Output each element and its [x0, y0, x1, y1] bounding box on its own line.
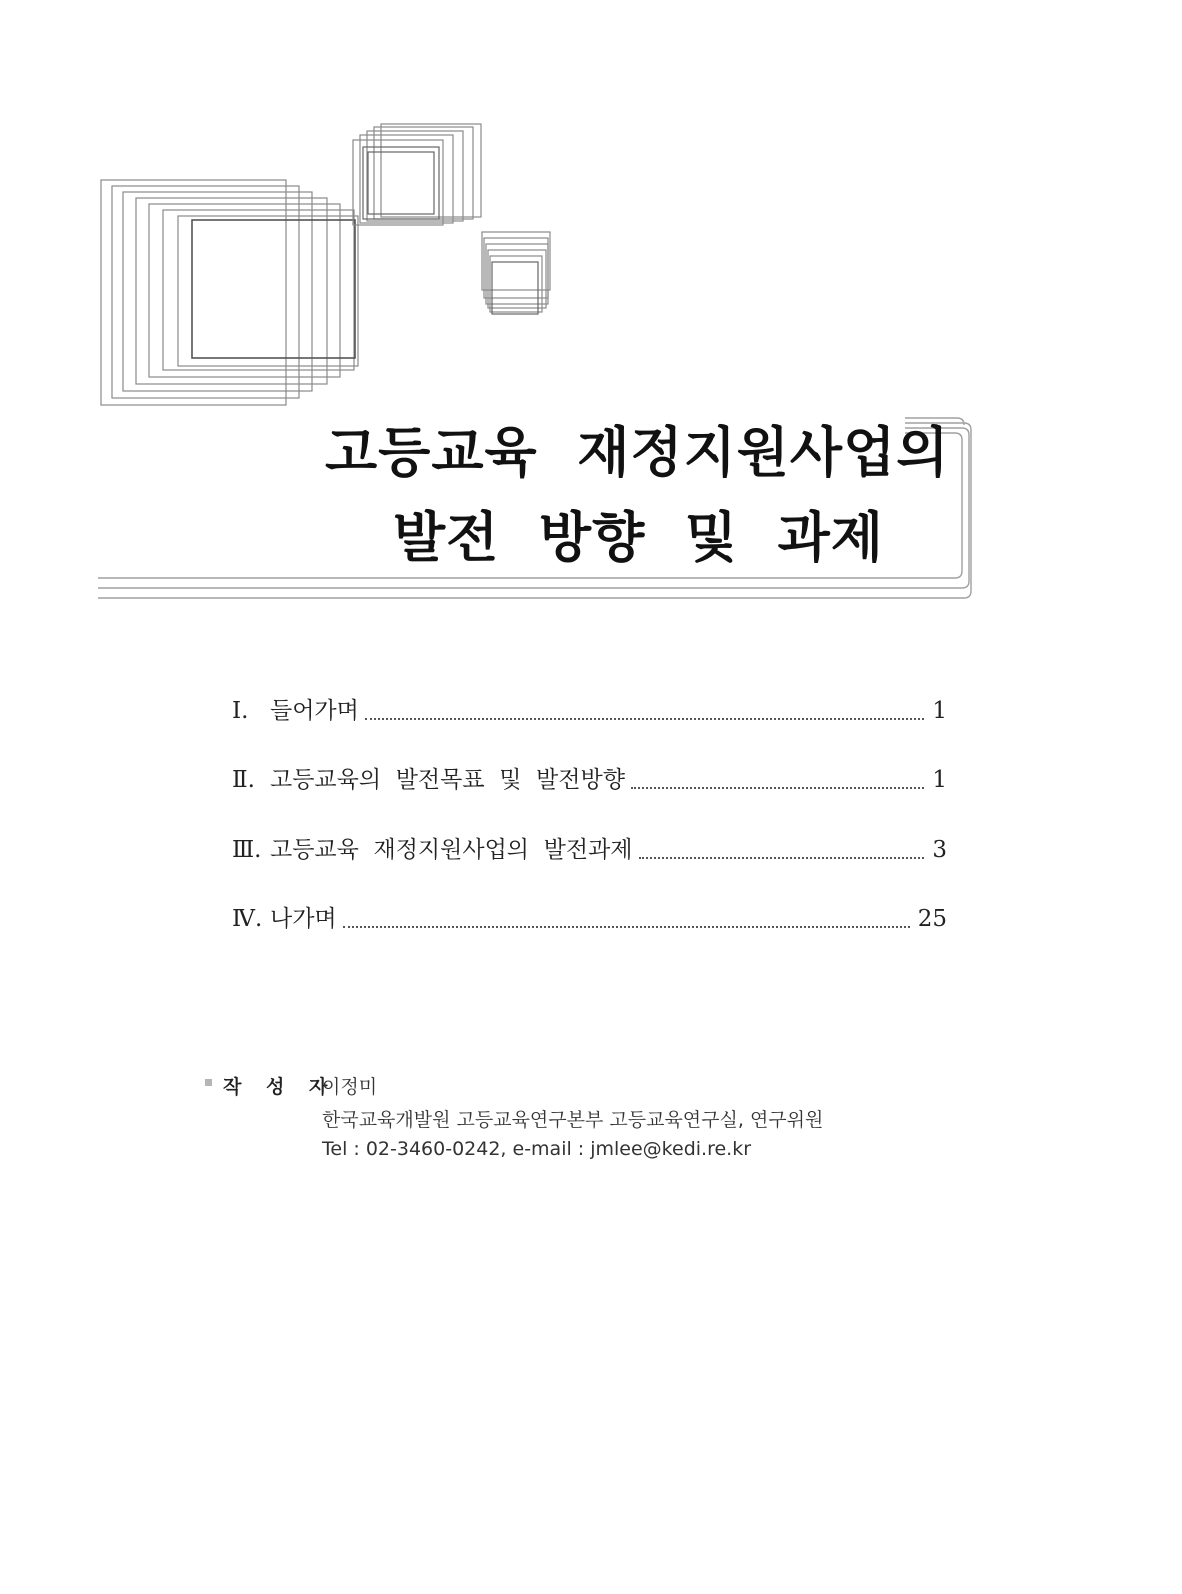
toc-entry-page: 1: [932, 767, 947, 793]
toc-entry-2[interactable]: [232, 761, 947, 795]
toc-entry-page: 25: [917, 906, 947, 932]
toc-dot-leader: [631, 787, 924, 789]
toc-dot-leader: [639, 857, 925, 859]
author-label: 작 성 자: [223, 1076, 337, 1098]
bullet-square-icon: [205, 1079, 212, 1086]
toc-entry-number: Ⅰ.: [232, 698, 249, 724]
document-title-line-2: 발전 방향 및 과제: [393, 506, 884, 569]
toc-entry-page: 3: [932, 837, 947, 863]
toc-entry-number: Ⅲ.: [232, 837, 262, 863]
toc-entry-number: Ⅱ.: [232, 767, 255, 793]
toc-entry-title: 들어가며: [270, 698, 359, 724]
toc-entry-4[interactable]: [232, 900, 947, 934]
toc-entry-3[interactable]: [232, 831, 947, 865]
toc-entry-title: 고등교육 재정지원사업의 발전과제: [270, 837, 633, 863]
toc-entry-title: 나가며: [270, 906, 337, 932]
toc-dot-leader: [343, 926, 910, 928]
toc-dot-leader: [365, 718, 924, 720]
toc-entry-title: 고등교육의 발전목표 및 발전방향: [270, 767, 625, 793]
toc-entry-1[interactable]: [232, 692, 947, 726]
toc-entry-page: 1: [932, 698, 947, 724]
document-title-line-1: 고등교육 재정지원사업의: [325, 421, 950, 484]
author-contact[interactable]: Tel : 02-3460-0242, e-mail : jmlee@kedi.re.kr: [322, 1138, 752, 1160]
author-name: 이정미: [322, 1076, 378, 1098]
author-affiliation: 한국교육개발원 고등교육연구본부 고등교육연구실, 연구위원: [322, 1109, 824, 1131]
toc-entry-number: Ⅳ.: [232, 906, 263, 932]
